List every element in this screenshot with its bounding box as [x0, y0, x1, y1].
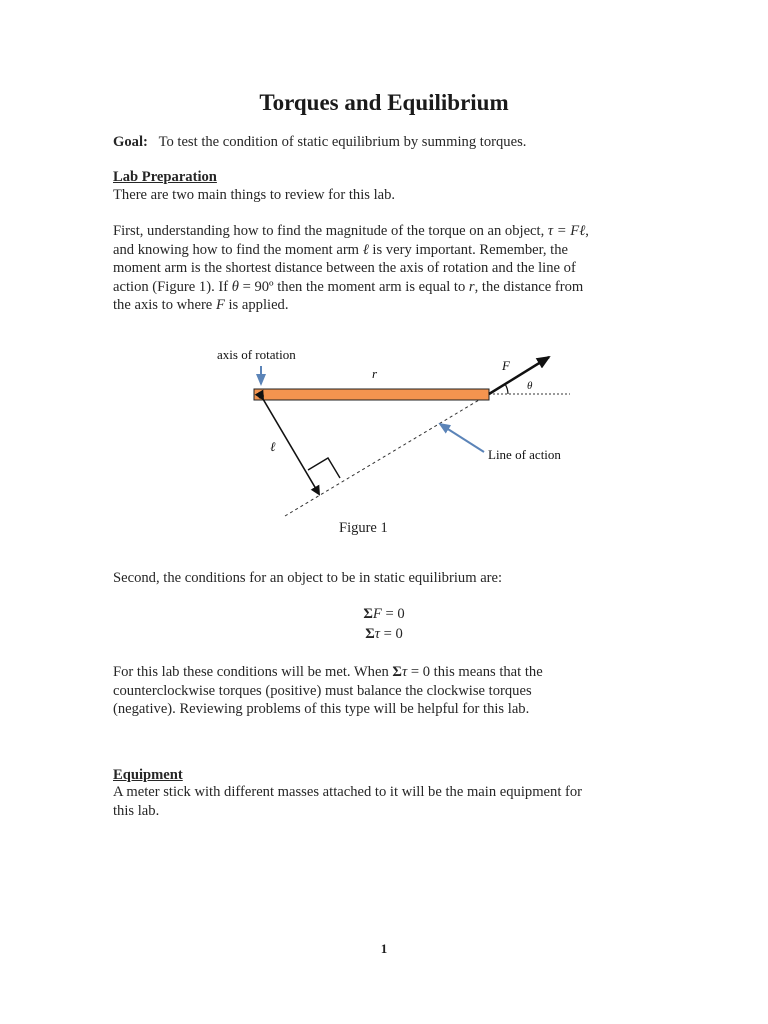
equipment-heading: Equipment: [113, 767, 183, 783]
r-label: r: [372, 366, 378, 381]
rod-bar: [254, 389, 489, 400]
paragraph-line: A meter stick with different masses attached to it will be the main equipment for: [113, 784, 583, 800]
F-label: F: [502, 358, 510, 373]
lab-prep-heading: Lab Preparation: [113, 169, 217, 185]
torque-formula: τ = Fℓ: [547, 223, 586, 239]
ell-label: ℓ: [270, 439, 276, 454]
paragraph-line: moment arm is the shortest distance between the axis of rotation and the line of: [113, 260, 576, 277]
theta-label: θ: [527, 380, 533, 392]
goal-label: Goal:: [113, 134, 148, 150]
axis-point: [258, 393, 264, 399]
force-arrow: [489, 357, 549, 394]
line-of-action-dashed: [285, 394, 489, 516]
paragraph-line: the axis to where F is applied.: [113, 297, 289, 314]
goal-text: To test the condition of static equilibrium by summing torques.: [158, 134, 527, 150]
axis-of-rotation-label: axis of rotation: [217, 347, 296, 362]
equipment-paragraph: [113, 783, 653, 820]
equilibrium-paragraph: [113, 663, 653, 719]
equation-sum-force: ΣF = 0: [363, 606, 405, 622]
paragraph-line: (negative). Reviewing problems of this type will be helpful for this lab.: [113, 701, 530, 718]
page-number: 1: [380, 941, 388, 956]
figure-caption: Figure 1: [339, 520, 388, 536]
paragraph-line: action (Figure 1). If θ = 90º then the moment arm is equal to r, the distance from: [113, 278, 584, 295]
paragraph-line: counterclockwise torques (positive) must balance the clockwise torques: [113, 682, 532, 699]
equation-sum-torque: Στ = 0: [365, 626, 403, 642]
right-angle-marker: [308, 458, 340, 478]
lab-prep-intro: There are two main things to review for this lab.: [113, 187, 396, 203]
line-of-action-callout-arrow: [440, 424, 484, 452]
line-of-action-label: Line of action: [488, 447, 561, 462]
paragraph-line: and knowing how to find the moment arm ℓ is very important. Remember, the: [113, 241, 568, 258]
paragraph-line: this lab.: [113, 802, 160, 819]
equilibrium-intro: Second, the conditions for an object to be in static equilibrium are:: [113, 570, 503, 586]
paragraph-line: First, understanding how to find the magnitude of the torque on an object, τ = Fℓ,: [113, 223, 589, 239]
theta-arc: [505, 384, 508, 394]
paragraph-line: For this lab these conditions will be met. When Στ = 0 this means that the: [113, 664, 543, 680]
page-title: Torques and Equilibrium: [259, 90, 509, 115]
